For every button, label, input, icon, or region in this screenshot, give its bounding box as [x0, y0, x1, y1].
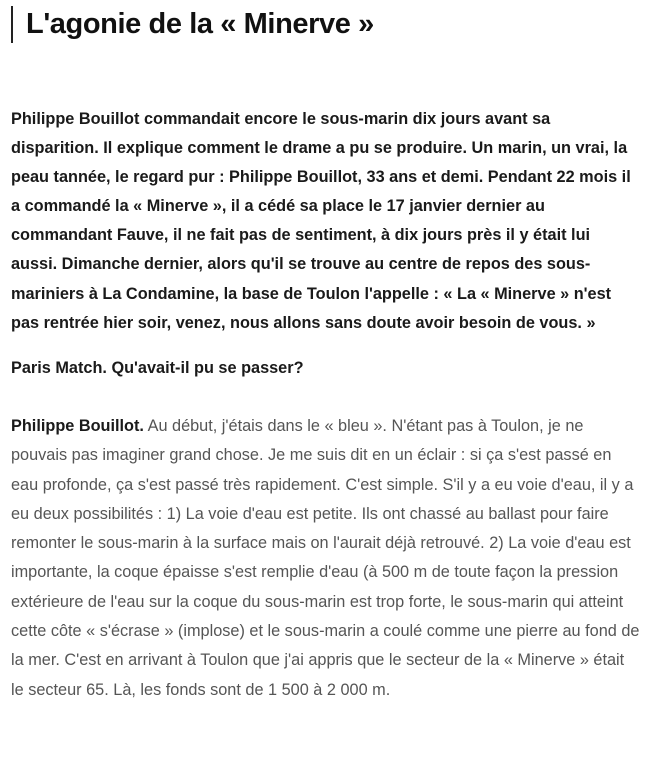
article-lead: Philippe Bouillot commandait encore le sous-marin dix jours avant sa disparition. Il explique comment le drame a pu se produire. Un marin, un vrai, la peau tannée, le regard pur : Philippe Bouillot, 33 ans et demi. Pendant 22 mois il a commandé la « Minerve », il a cédé sa place le 17 janvier dernier au commandant Fauve, il ne fait pas de sentiment, à dix jours près il y était lui aussi. Dimanche dernier, alors qu'il se trouve au centre de repos des sous-mariniers à La Condamine, la base de Toulon l'appelle : « La « Minerve » n'est pas rentrée hier soir, venez, nous allons sans doute avoir besoin de vous. »: [11, 110, 631, 332]
interview-question: Paris Match. Qu'avait-il pu se passer?: [11, 359, 304, 377]
headline-accent-bar: [11, 6, 13, 43]
interview-answer: [11, 412, 641, 705]
article-title: L'agonie de la « Minerve »: [26, 8, 374, 40]
headline-block: [11, 4, 651, 44]
interview-speaker: Philippe Bouillot.: [11, 417, 144, 435]
interview-answer-text: Au début, j'étais dans le « bleu ». N'étant pas à Toulon, je ne pouvais pas imaginer grand chose. Je me suis dit en un éclair : si ça s'est passé en eau profonde, ça s'est passé très rapidement. C'est simple. S'il y a eu voie d'eau, il y a eu deux possibilités : 1) La voie d'eau est petite. Ils ont chassé au ballast pour faire remonter le sous-marin à la surface mais on l'aurait déjà retrouvé. 2) La voie d'eau est importante, la coque épaisse s'est remplie d'eau (à 500 m de toute façon la pression extérieure de l'eau sur la coque du sous-marin est trop forte, le sous-marin qui atteint cette côte « s'écrase » (implose) et le sous-marin a coulé comme une pierre au fond de la mer. C'est en arrivant à Toulon que j'ai appris que le secteur de la « Minerve » était le secteur 65. Là, les fonds sont de 1 500 à 2 000 m.: [11, 417, 640, 699]
